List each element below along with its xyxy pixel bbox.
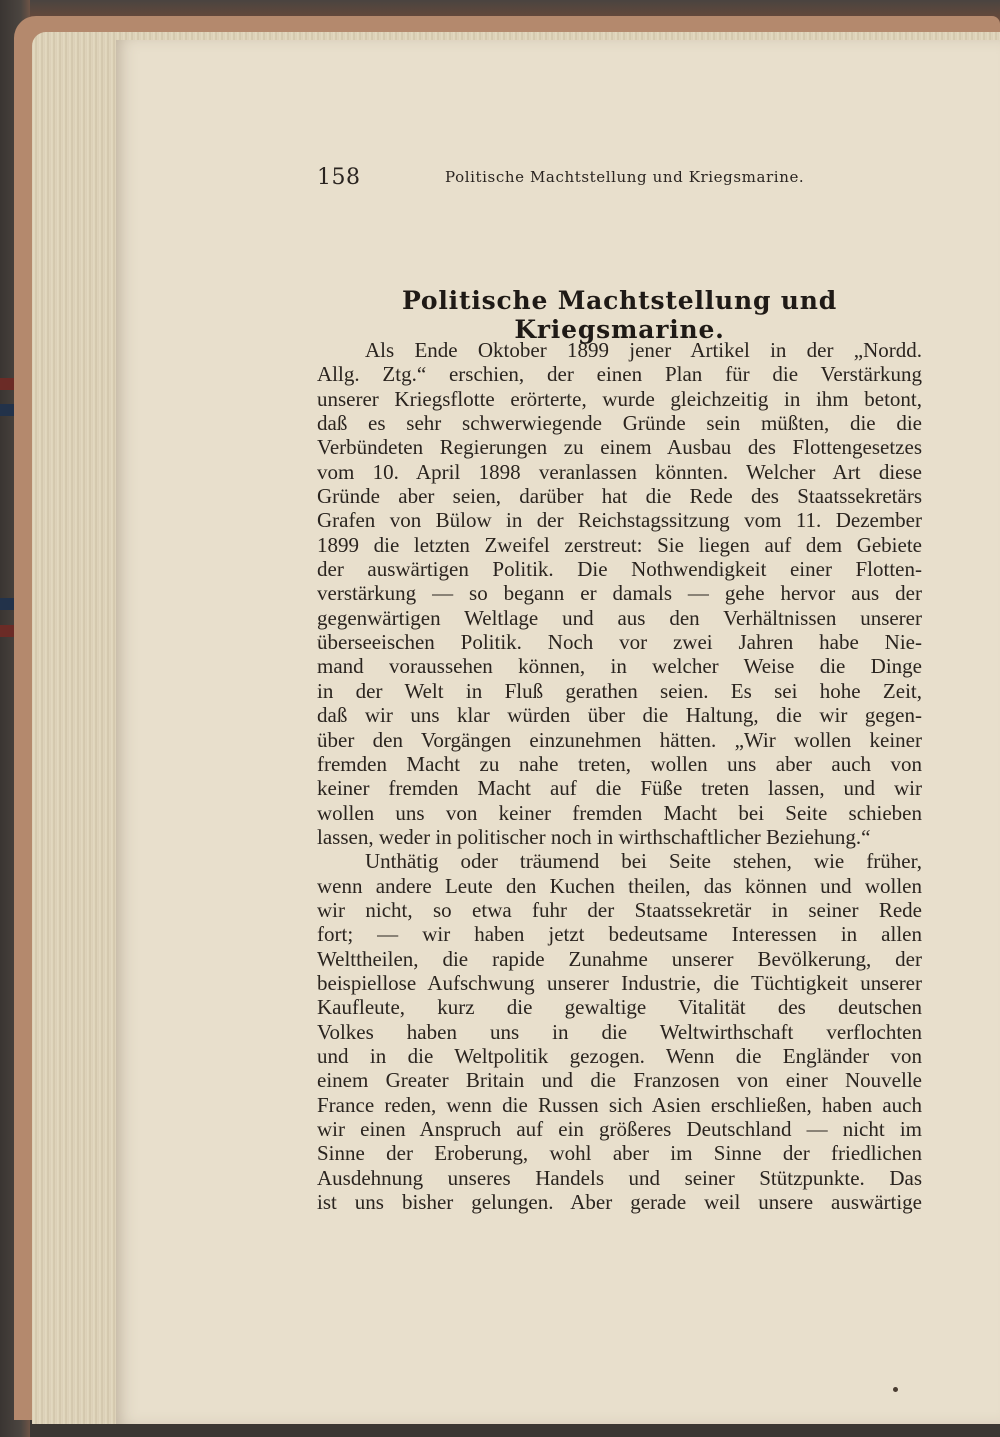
page-number: 158 bbox=[317, 165, 361, 190]
text-line: in der Welt in Fluß gerathen seien. Es sei hohe Zeit, bbox=[317, 678, 922, 703]
text-line: beispiellose Aufschwung unserer Industrie, die Tüchtigkeit unserer bbox=[317, 970, 922, 995]
text-line: mand voraussehen können, in welcher Weise die Dinge bbox=[317, 654, 922, 679]
text-line: wollen uns von keiner fremden Macht bei Seite schieben bbox=[317, 800, 922, 825]
running-head: Politische Machtstellung und Kriegsmarine. bbox=[445, 168, 805, 186]
text-line: fort; — wir haben jetzt bedeutsame Interessen in allen bbox=[317, 922, 922, 947]
text-line: einem Greater Britain und die Franzosen von einer Nouvelle bbox=[317, 1068, 922, 1093]
text-line: Gründe aber seien, darüber hat die Rede des Staatssekretärs bbox=[317, 484, 922, 509]
chapter-title: Politische Machtstellung und Kriegsmarine. bbox=[401, 286, 838, 344]
paper-spot bbox=[893, 1387, 898, 1392]
text-line: gegenwärtigen Weltlage und aus den Verhältnissen unserer bbox=[317, 605, 922, 630]
text-line: 1899 die letzten Zweifel zerstreut: Sie liegen auf dem Gebiete bbox=[317, 532, 922, 557]
text-line: der auswärtigen Politik. Die Nothwendigkeit einer Flotten- bbox=[317, 557, 922, 582]
text-line: Unthätig oder träumend bei Seite stehen, wie früher, bbox=[365, 849, 922, 874]
text-line: daß wir uns klar würden über die Haltung, die wir gegen- bbox=[317, 703, 922, 728]
text-line: wir nicht, so etwa fuhr der Staatssekretär in seiner Rede bbox=[317, 897, 922, 922]
text-line: daß es sehr schwerwiegende Gründe sein müßten, die die bbox=[317, 411, 922, 436]
text-line: vom 10. April 1898 veranlassen könnten. Welcher Art diese bbox=[317, 459, 922, 484]
text-line: Volkes haben uns in die Weltwirthschaft verflochten bbox=[317, 1019, 922, 1044]
text-line: über den Vorgängen einzunehmen hätten. „Wir wollen keiner bbox=[317, 727, 922, 752]
text-line: lassen, weder in politischer noch in wirthschaftlicher Beziehung.“ bbox=[317, 824, 871, 849]
text-line: fremden Macht zu nahe treten, wollen uns aber auch von bbox=[317, 751, 922, 776]
text-line: Ausdehnung unseres Handels und seiner Stützpunkte. Das bbox=[317, 1165, 922, 1190]
text-line: Sinne der Eroberung, wohl aber im Sinne der friedlichen bbox=[317, 1141, 922, 1166]
text-line: Welttheilen, die rapide Zunahme unserer Bevölkerung, der bbox=[317, 946, 922, 971]
text-line: ist uns bisher gelungen. Aber gerade weil unsere auswärtige bbox=[317, 1190, 922, 1215]
text-line: Grafen von Bülow in der Reichstagssitzung vom 11. Dezember bbox=[317, 508, 922, 533]
body-text bbox=[317, 338, 922, 1214]
text-line: verstärkung — so begann er damals — gehe hervor aus der bbox=[317, 581, 922, 606]
text-line: Allg. Ztg.“ erschien, der einen Plan für die Verstärkung bbox=[317, 362, 922, 387]
text-line: France reden, wenn die Russen sich Asien erschließen, haben auch bbox=[317, 1092, 922, 1117]
page-header bbox=[317, 165, 922, 195]
text-line: und in die Weltpolitik gezogen. Wenn die Engländer von bbox=[317, 1043, 922, 1068]
text-line: wir einen Anspruch auf ein größeres Deutschland — nicht im bbox=[317, 1117, 922, 1141]
text-line: Kaufleute, kurz die gewaltige Vitalität des deutschen bbox=[317, 995, 922, 1020]
text-line: unserer Kriegsflotte erörterte, wurde gleichzeitig in ihm betont, bbox=[317, 386, 922, 411]
text-line: keiner fremden Macht auf die Füße treten lassen, und wir bbox=[317, 776, 922, 801]
text-line: wenn andere Leute den Kuchen theilen, das können und wollen bbox=[317, 873, 922, 898]
text-line: überseeischen Politik. Noch vor zwei Jahren habe Nie- bbox=[317, 630, 922, 655]
text-line: Als Ende Oktober 1899 jener Artikel in der „Nordd. bbox=[365, 338, 922, 362]
text-line: Verbündeten Regierungen zu einem Ausbau des Flottengesetzes bbox=[317, 435, 922, 460]
